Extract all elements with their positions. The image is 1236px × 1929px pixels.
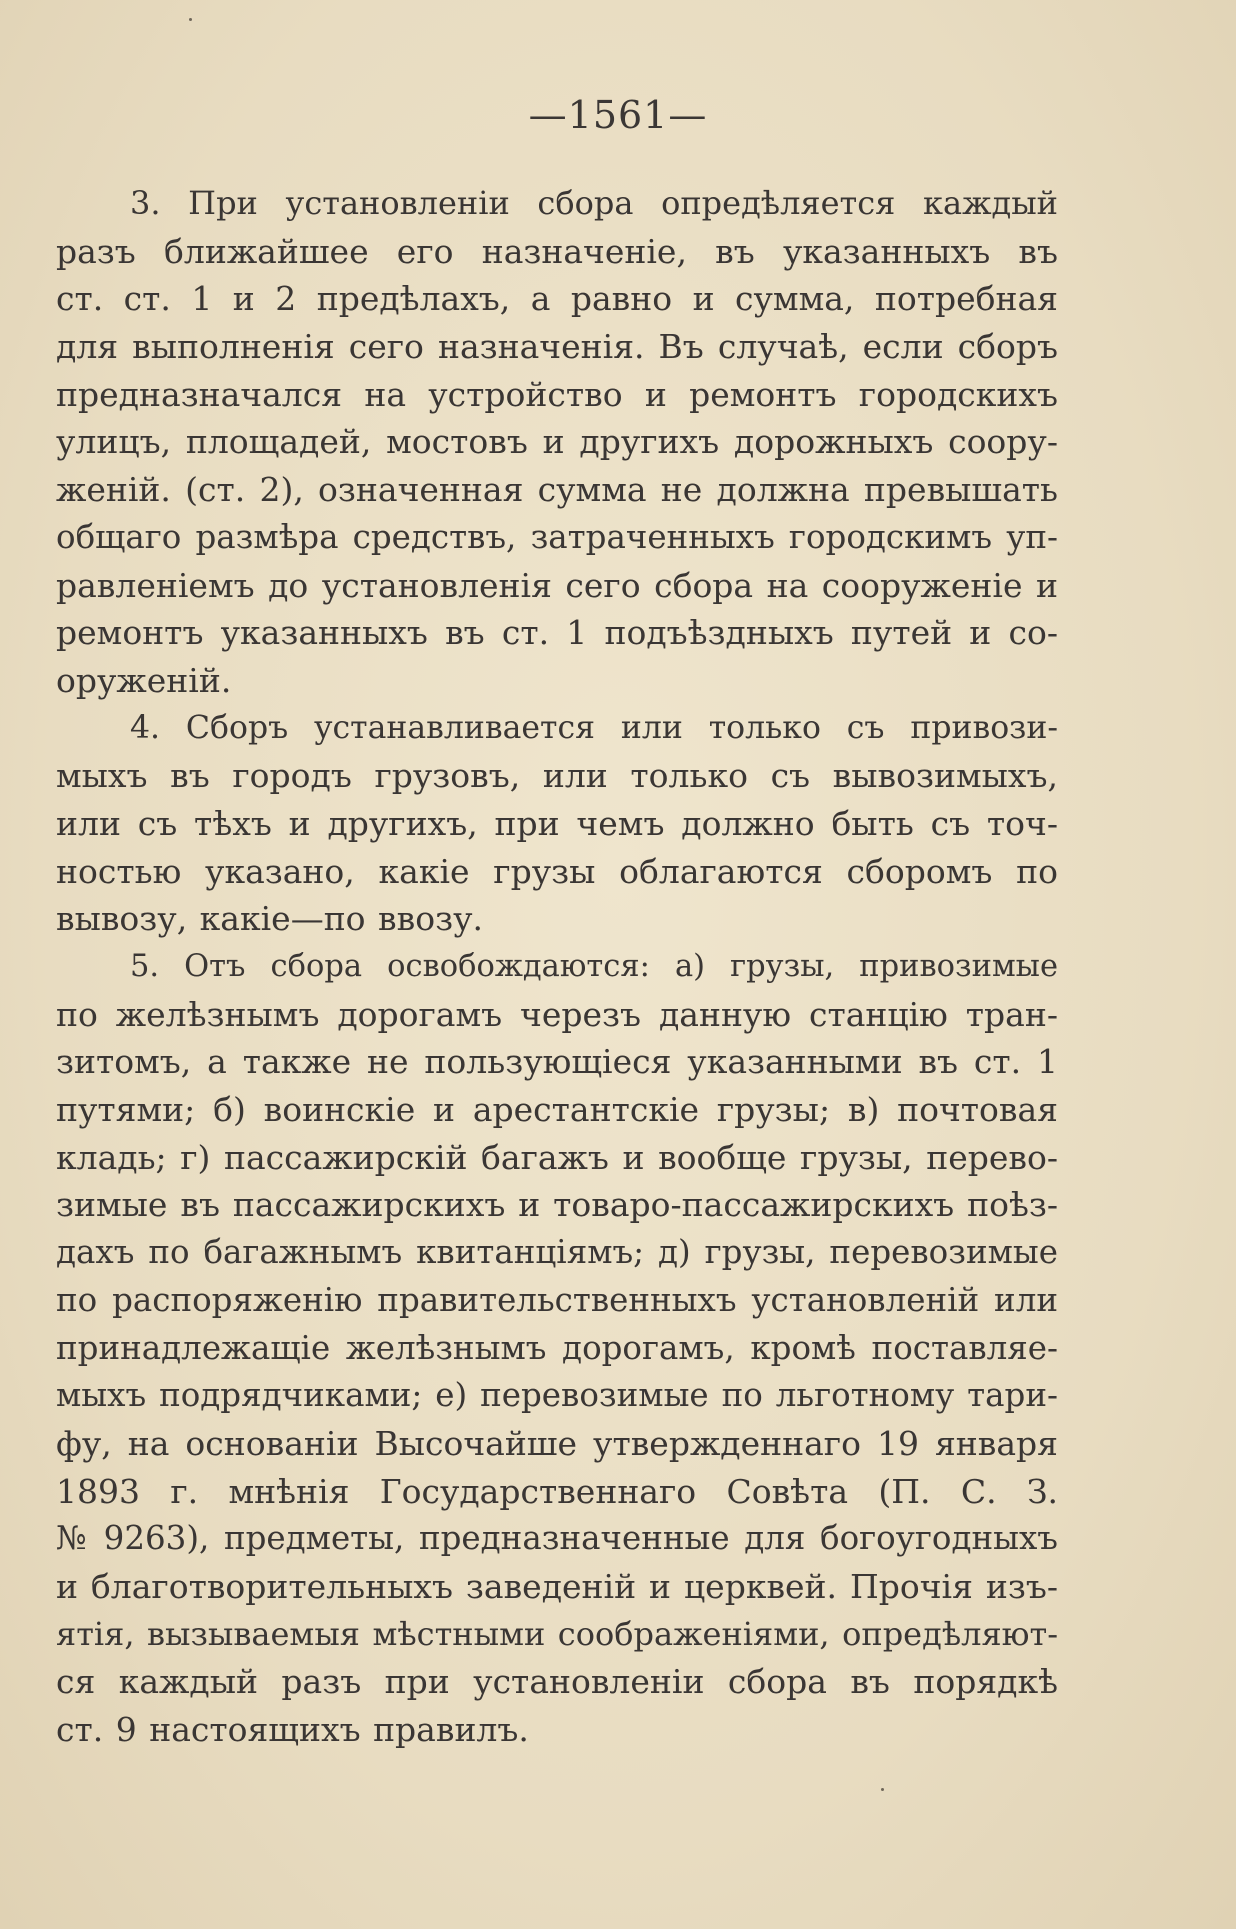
body-text xyxy=(56,180,1058,1754)
text-line: ся каждый разъ при установленіи сбора въ порядкѣ xyxy=(56,1662,1058,1702)
text-line: женій. (ст. 2), означенная сумма не должна превышать xyxy=(56,470,1058,510)
text-line: улицъ, площадей, мостовъ и другихъ дорожныхъ соору- xyxy=(56,422,1058,462)
text-line: № 9263), предметы, предназначенные для богоугодныхъ xyxy=(56,1519,1058,1558)
text-line: путями; б) воинскіе и арестантскіе грузы; в) почтовая xyxy=(56,1090,1058,1130)
text-line: ремонтъ указанныхъ въ ст. 1 подъѣздныхъ путей и со- xyxy=(56,613,1058,653)
text-line: 4. Сборъ устанавливается или только съ привози- xyxy=(130,709,1058,746)
ink-speck xyxy=(189,18,192,21)
text-line: или съ тѣхъ и другихъ, при чемъ должно быть съ точ- xyxy=(56,803,1058,843)
text-line: зимые въ пассажирскихъ и товаро-пассажирскихъ поѣз- xyxy=(56,1185,1058,1225)
text-line: по распоряженію правительственныхъ установленій или xyxy=(56,1280,1058,1319)
text-line: зитомъ, а также не пользующіеся указанными въ ст. 1 xyxy=(56,1042,1058,1082)
text-line: 5. Отъ сбора освобождаются: а) грузы, привозимые xyxy=(130,949,1058,984)
text-line: по желѣзнымъ дорогамъ черезъ данную станцію тран- xyxy=(56,994,1058,1034)
text-line: и благотворительныхъ заведеній и церквей. Прочія изъ- xyxy=(56,1566,1058,1606)
text-line: разъ ближайшее его назначеніе, въ указанныхъ въ xyxy=(56,231,1058,271)
page-number: —1561— xyxy=(528,93,708,137)
text-line: ст. ст. 1 и 2 предѣлахъ, а равно и сумма, потребная xyxy=(56,279,1058,319)
text-line: оруженій. xyxy=(56,660,232,700)
text-line: принадлежащіе желѣзнымъ дорогамъ, кромѣ поставляе- xyxy=(56,1328,1058,1367)
text-line: мыхъ въ городъ грузовъ, или только съ вывозимыхъ, xyxy=(56,756,1058,796)
text-line: предназначался на устройство и ремонтъ городскихъ xyxy=(56,374,1058,414)
text-line: 1893 г. мнѣнія Государственнаго Совѣта (П. С. З. xyxy=(56,1471,1058,1511)
text-line: 3. При установленіи сбора опредѣляется каждый xyxy=(130,184,1058,222)
text-line: ятія, вызываемыя мѣстными соображеніями, опредѣляют- xyxy=(56,1614,1058,1653)
text-line: кладь; г) пассажирскій багажъ и вообще грузы, перево- xyxy=(56,1137,1058,1177)
ink-speck xyxy=(881,1788,884,1791)
text-line: мыхъ подрядчиками; е) перевозимые по льготному тари- xyxy=(56,1376,1058,1415)
text-line: равленіемъ до установленія сего сбора на сооруженіе и xyxy=(56,565,1058,605)
text-line: общаго размѣра средствъ, затраченныхъ городскимъ уп- xyxy=(56,517,1058,556)
text-line: фу, на основаніи Высочайше утвержденнаго 19 января xyxy=(56,1423,1058,1463)
text-line: ст. 9 настоящихъ правилъ. xyxy=(56,1710,529,1749)
text-line: ностью указано, какіе грузы облагаются сборомъ по xyxy=(56,851,1058,891)
text-line: для выполненія сего назначенія. Въ случаѣ, если сборъ xyxy=(56,327,1058,367)
text-line: вывозу, какіе—по ввозу. xyxy=(56,899,483,939)
text-line: дахъ по багажнымъ квитанціямъ; д) грузы, перевозимые xyxy=(56,1233,1058,1272)
